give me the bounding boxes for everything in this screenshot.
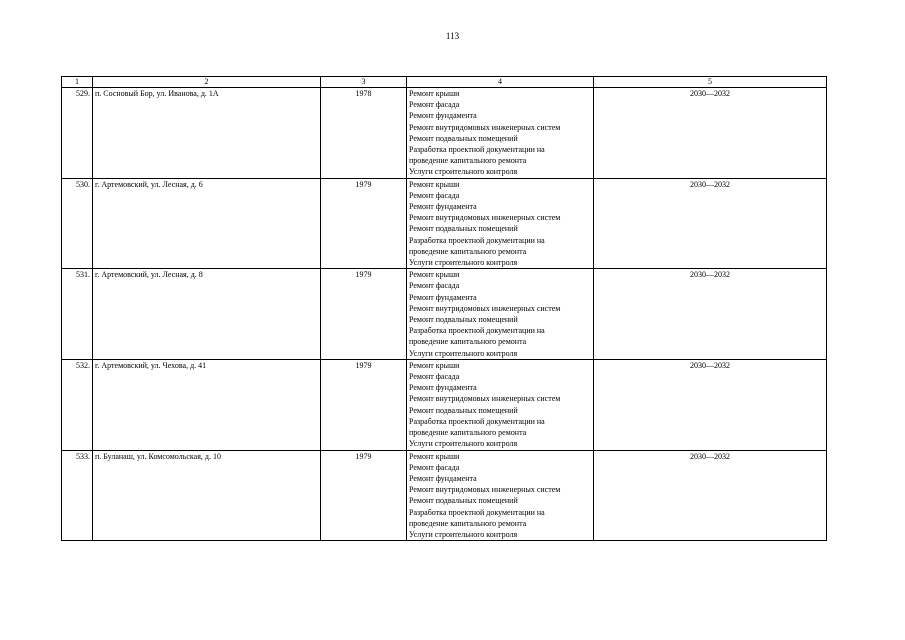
work-item: Услуги строительного контроля	[409, 439, 518, 449]
works-cell	[407, 269, 594, 360]
row-number: 529.	[62, 88, 93, 179]
work-item: Ремонт фундамента	[409, 383, 477, 393]
table-row	[62, 269, 827, 360]
period-cell: 2030—2032	[594, 178, 827, 269]
work-item: проведение капитального ремонта	[409, 337, 527, 347]
work-item: Разработка проектной документации на	[409, 416, 545, 426]
work-item: Ремонт фундамента	[409, 473, 477, 483]
work-item: проведение капитального ремонта	[409, 156, 527, 166]
table-row	[62, 450, 827, 541]
work-item: Ремонт подвальных помещений	[409, 315, 518, 325]
work-item: Ремонт внутридомовых инженерных систем	[409, 394, 561, 404]
works-cell	[407, 178, 594, 269]
work-item: Услуги строительного контроля	[409, 167, 518, 177]
work-item: Ремонт внутридомовых инженерных систем	[409, 122, 561, 132]
works-cell	[407, 450, 594, 541]
address-cell: п. Сосновый Бор, ул. Иванова, д. 1А	[93, 88, 321, 179]
works-cell	[407, 88, 594, 179]
work-item: Услуги строительного контроля	[409, 258, 518, 268]
work-item: Разработка проектной документации на	[409, 326, 545, 336]
period-cell: 2030—2032	[594, 359, 827, 450]
column-header: 2	[93, 77, 321, 88]
work-item: Ремонт внутридомовых инженерных систем	[409, 485, 561, 495]
year-cell: 1979	[321, 269, 407, 360]
year-cell: 1979	[321, 359, 407, 450]
work-item: Разработка проектной документации на	[409, 507, 545, 517]
work-item: Ремонт внутридомовых инженерных систем	[409, 303, 561, 313]
work-item: Ремонт подвальных помещений	[409, 224, 518, 234]
period-cell: 2030—2032	[594, 269, 827, 360]
year-cell: 1978	[321, 88, 407, 179]
header-row	[62, 77, 827, 88]
work-item: Разработка проектной документации на	[409, 145, 545, 155]
table-row	[62, 178, 827, 269]
work-item: Разработка проектной документации на	[409, 235, 545, 245]
column-header: 4	[407, 77, 594, 88]
work-item: Ремонт фасада	[409, 281, 460, 291]
work-item: Услуги строительного контроля	[409, 529, 518, 539]
work-item: Ремонт фасада	[409, 462, 460, 472]
work-item: Ремонт фундамента	[409, 202, 477, 212]
work-item: Ремонт крыши	[409, 89, 460, 98]
address-cell: г. Артемовский, ул. Лесная, д. 6	[93, 178, 321, 269]
row-number: 533.	[62, 450, 93, 541]
work-item: Ремонт крыши	[409, 451, 460, 461]
work-item: Ремонт внутридомовых инженерных систем	[409, 213, 561, 223]
work-item: Услуги строительного контроля	[409, 348, 518, 358]
row-number: 531.	[62, 269, 93, 360]
work-item: Ремонт фасада	[409, 190, 460, 200]
address-cell: г. Артемовский, ул. Чехова, д. 41	[93, 359, 321, 450]
work-item: проведение капитального ремонта	[409, 428, 527, 438]
work-item: Ремонт крыши	[409, 270, 460, 280]
year-cell: 1979	[321, 178, 407, 269]
row-number: 532.	[62, 359, 93, 450]
work-item: Ремонт крыши	[409, 179, 460, 189]
repair-schedule-table	[61, 76, 827, 541]
year-cell: 1979	[321, 450, 407, 541]
column-header: 3	[321, 77, 407, 88]
table-row	[62, 88, 827, 179]
row-number: 530.	[62, 178, 93, 269]
work-item: Ремонт подвальных помещений	[409, 405, 518, 415]
work-item: Ремонт фасада	[409, 100, 460, 110]
column-header: 5	[594, 77, 827, 88]
table-row	[62, 359, 827, 450]
page-number: 113	[445, 31, 460, 41]
works-cell	[407, 359, 594, 450]
work-item: Ремонт подвальных помещений	[409, 496, 518, 506]
column-header: 1	[62, 77, 93, 88]
work-item: Ремонт фундамента	[409, 111, 477, 121]
work-item: Ремонт фундамента	[409, 292, 477, 302]
work-item: проведение капитального ремонта	[409, 246, 527, 256]
address-cell: п. Буланаш, ул. Комсомольская, д. 10	[93, 450, 321, 541]
work-item: Ремонт фасада	[409, 372, 460, 382]
period-cell: 2030—2032	[594, 450, 827, 541]
work-item: Ремонт крыши	[409, 360, 460, 370]
address-cell: г. Артемовский, ул. Лесная, д. 8	[93, 269, 321, 360]
work-item: проведение капитального ремонта	[409, 518, 527, 528]
period-cell: 2030—2032	[594, 88, 827, 179]
work-item: Ремонт подвальных помещений	[409, 133, 518, 143]
